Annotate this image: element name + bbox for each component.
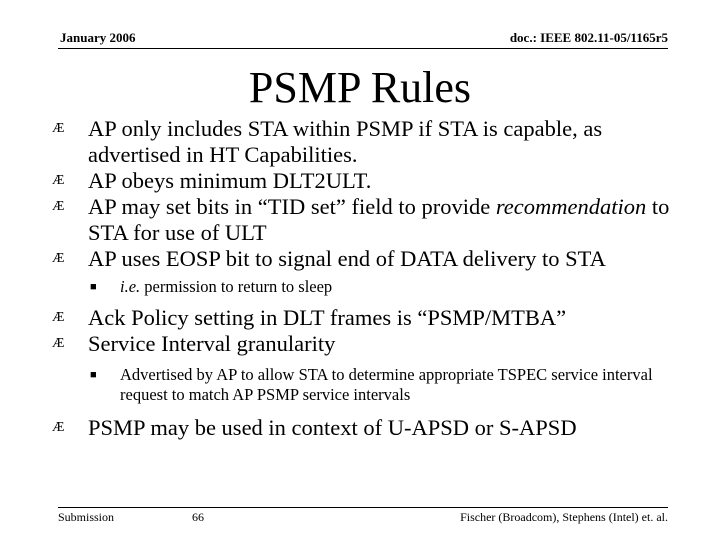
bullet-text: AP obeys minimum DLT2ULT.	[88, 168, 372, 193]
bullet-text: Ack Policy setting in DLT frames is “PSMP/MTBA”	[88, 305, 567, 330]
bullet-text: AP only includes STA within PSMP if STA is capable, as advertised in HT Capabilities.	[88, 116, 603, 167]
bullet-icon: Æ	[52, 310, 65, 325]
bullet-item	[50, 415, 670, 441]
bullet-icon: Æ	[52, 420, 65, 435]
bullet-item	[50, 305, 670, 331]
bullet-icon: Æ	[52, 121, 65, 136]
bullet-text: to STA for use of ULT	[88, 194, 670, 245]
footer-submission: Submission	[58, 510, 115, 524]
bullet-item	[50, 168, 670, 194]
footer-page-number: 66	[192, 510, 204, 524]
bullet-item	[50, 331, 670, 357]
bullet-item	[50, 246, 670, 272]
bullet-text: AP uses EOSP bit to signal end of DATA delivery to STA	[88, 246, 606, 271]
bullet-emphasis: recommendation	[495, 194, 647, 219]
bullet-text: Service Interval granularity	[88, 331, 336, 356]
sub-bullet-text: Advertised by AP to allow STA to determine appropriate TSPEC service interval request to match AP PSMP service intervals	[120, 365, 653, 404]
bullet-text: PSMP may be used in context of U-APSD or S-APSD	[88, 415, 577, 440]
bullet-icon: Æ	[52, 251, 65, 266]
header-doc-id: doc.: IEEE 802.11-05/1165r5	[509, 30, 668, 45]
header-date: January 2006	[60, 30, 136, 45]
square-bullet-icon: ■	[90, 281, 97, 293]
sub-bullet-item	[50, 365, 670, 405]
footer-authors: Fischer (Broadcom), Stephens (Intel) et. al.	[460, 510, 668, 524]
header-rule	[58, 48, 668, 49]
bullet-icon: Æ	[52, 173, 65, 188]
slide-body	[50, 116, 670, 441]
slide-title: PSMP Rules	[248, 63, 472, 112]
bullet-text: AP may set bits in “TID set” field to provide	[88, 194, 496, 219]
bullet-icon: Æ	[52, 199, 65, 214]
bullet-icon: Æ	[52, 336, 65, 351]
bullet-item	[50, 116, 670, 168]
sub-bullet-emphasis: i.e.	[120, 277, 141, 296]
sub-bullet-text: permission to return to sleep	[140, 277, 333, 296]
bullet-item	[50, 194, 670, 246]
footer-rule	[58, 507, 668, 508]
square-bullet-icon: ■	[90, 369, 97, 381]
sub-bullet-item	[50, 277, 670, 297]
